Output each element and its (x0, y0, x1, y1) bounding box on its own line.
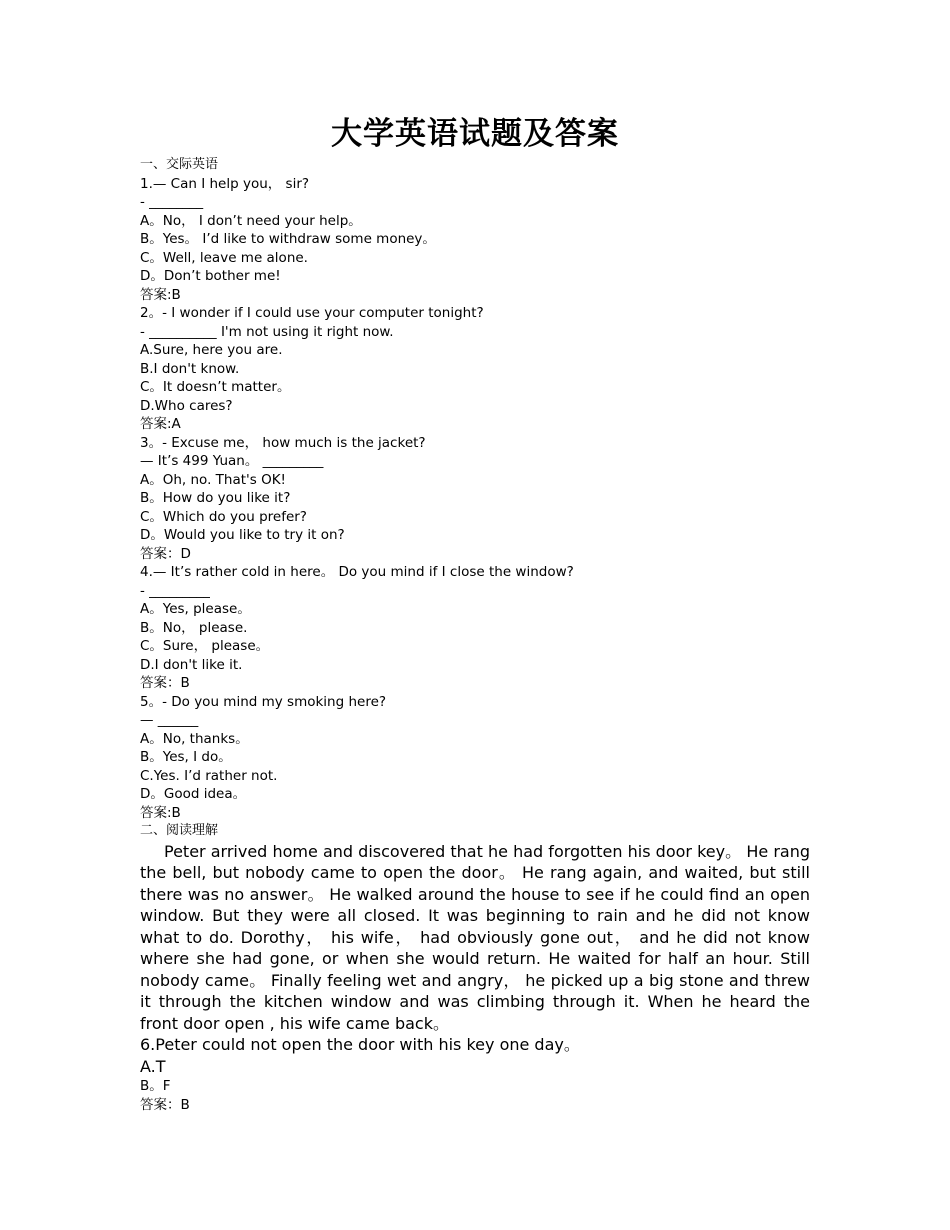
option-b: B。Yes, I do。 (140, 749, 232, 765)
option-a: A.Sure, here you are. (140, 342, 283, 358)
question-5 (140, 693, 810, 823)
option-a: A.T (140, 1056, 166, 1076)
option-d: D。Good idea。 (140, 786, 247, 802)
option-a: A。Oh, no. That's OK! (140, 471, 286, 488)
option-c: C。Well, leave me alone. (140, 249, 308, 266)
option-b: B。How do you like it? (140, 490, 291, 506)
question-prompt: 3。- Excuse me， how much is the jacket? (140, 434, 426, 451)
option-d: D。Would you like to try it on? (140, 527, 345, 543)
answer-key: 答案:A (140, 416, 181, 432)
option-c: C.Yes. I’d rather not. (140, 767, 278, 784)
question-2 (140, 304, 810, 434)
answer-key: 答案：D (140, 545, 191, 562)
answer-blank: — It’s 499 Yuan。 _________ (140, 453, 324, 469)
answer-key: 答案:B (140, 286, 181, 303)
question-6 (140, 1034, 810, 1114)
answer-blank: - ________ (140, 194, 204, 210)
question-prompt: 2。- I wonder if I could use your computer tonight? (140, 305, 484, 321)
question-prompt: 5。- Do you mind my smoking here? (140, 693, 387, 710)
answer-blank: - __________ I'm not using it right now. (140, 323, 394, 340)
option-b: B。F (140, 1078, 171, 1094)
question-4 (140, 563, 810, 693)
answer-key: 答案：B (140, 675, 190, 691)
question-3 (140, 434, 810, 564)
document-page (140, 112, 810, 1114)
answer-key: 答案：B (140, 1096, 190, 1113)
option-b: B.I don't know. (140, 360, 240, 377)
question-prompt: 4.— It’s rather cold in here。 Do you mind if I close the window? (140, 564, 574, 580)
option-a: A。No, thanks。 (140, 730, 249, 747)
option-b: B。No， please. (140, 619, 248, 636)
option-d: D.I don't like it. (140, 656, 243, 673)
option-a: A。No， I don’t need your help。 (140, 212, 362, 229)
option-c: C。Which do you prefer? (140, 508, 307, 525)
question-prompt: 6.Peter could not open the door with his key one day。 (140, 1035, 580, 1054)
section-heading: 二、阅读理解 (140, 823, 219, 838)
option-b: B。Yes。 I’d like to withdraw some money。 (140, 231, 436, 247)
answer-key: 答案:B (140, 804, 181, 821)
question-1 (140, 175, 810, 305)
answer-blank: — ______ (140, 712, 199, 728)
page-title: 大学英语试题及答案 (331, 116, 619, 152)
option-c: C。It doesn’t matter。 (140, 379, 291, 395)
answer-blank: - _________ (140, 582, 210, 599)
option-d: D.Who cares? (140, 397, 233, 414)
question-prompt: 1.— Can I help you， sir? (140, 175, 310, 192)
section-heading: 一、交际英语 (140, 157, 219, 172)
option-d: D。Don’t bother me! (140, 268, 281, 284)
option-a: A。Yes, please。 (140, 601, 251, 617)
option-c: C。Sure， please。 (140, 638, 270, 654)
reading-passage: Peter arrived home and discovered that he had forgotten his door key。 He rang the bell, but nobody came to open the door。 He rang again, and waited, but still there was no answer。 He walked around the house to see if he could find an open window. But they were all closed. It was beginning to rain and he did not know what to do. Dorothy， his wife， had obviously gone out， and he did not know where she had gone, or when she would return. He waited for half an hour. Still nobody came。 Finally feeling wet and angry， he picked up a big stone and threw it through the kitchen window and was climbing through it. When he heard the front door open , his wife came back。 (140, 841, 810, 1033)
